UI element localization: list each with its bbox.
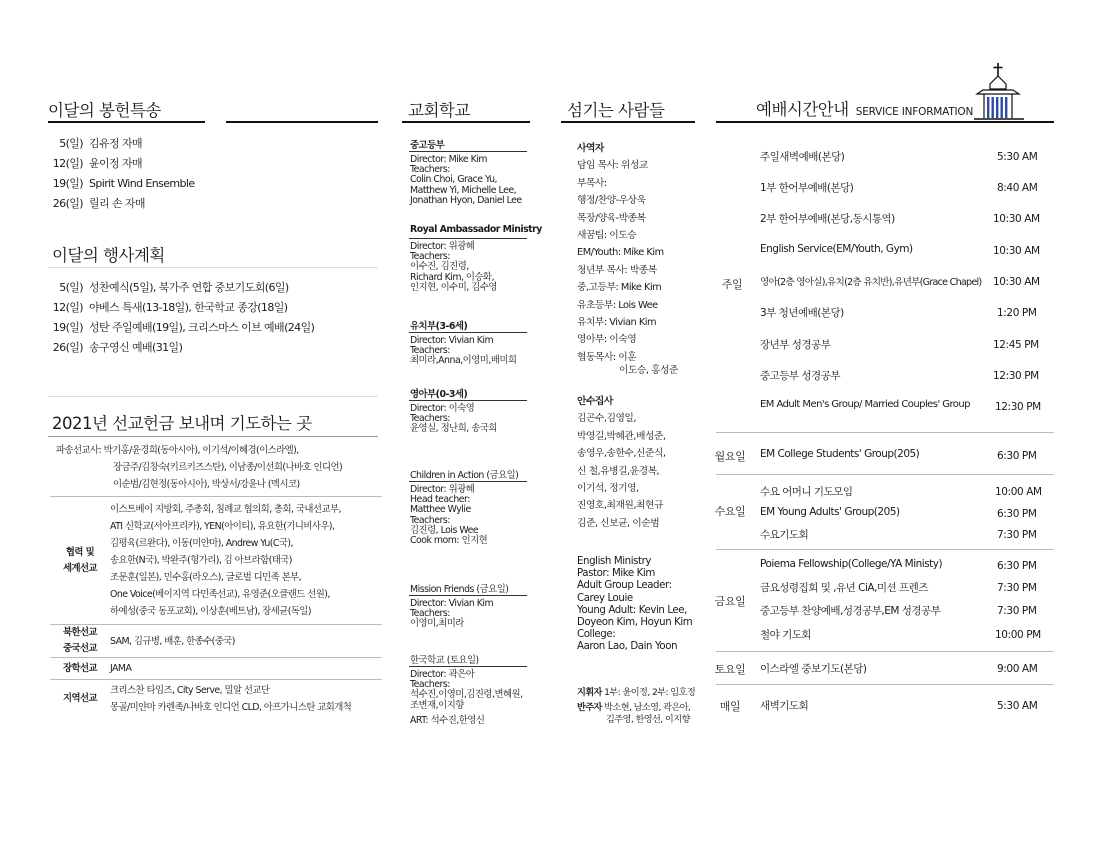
missions-dispatched: 파송선교사: 박기홍/윤경희(동아시아), 이기석/이혜경(이스라엘), 장금주/김창숙(키르키즈스탄), 이남종/이선희(나바호 인디언) 이순범/김현정(동아시아), 박상서/강윤나 (멕시코)	[50, 440, 382, 497]
service-name: 2부 한어부예배(본당,동시통역)	[760, 213, 895, 225]
school-group: Royal Ambassador Ministry	[410, 224, 542, 235]
conductor: 지휘자 1부: 윤이정, 2부: 임호정	[577, 687, 696, 698]
service-time: 6:30 PM	[997, 560, 1037, 572]
service-time: 10:00 AM	[995, 486, 1042, 498]
servants-divider	[561, 121, 695, 123]
service-name: 장년부 성경공부	[760, 339, 831, 351]
service-time: 10:30 AM	[993, 276, 1040, 288]
list-item: 19(일) Spirit Wind Ensemble	[52, 177, 195, 190]
service-time: 12:30 PM	[993, 370, 1039, 382]
service-time: 5:30 AM	[997, 700, 1038, 712]
school-group: 한국학교 (토요일)	[410, 655, 479, 666]
services-header	[756, 96, 973, 120]
missions-title-divider	[48, 436, 378, 437]
service-time: 6:30 PM	[997, 450, 1037, 462]
missions-top-divider	[48, 396, 378, 397]
school-group-lines: Director: 위광혜 Teachers: 이수진, 김진령, Richard Kim, 이승화, 인지현, 이수미, 김수영	[410, 241, 497, 293]
school-divider	[402, 121, 530, 123]
list-item: 5(일) 김유정 자매	[59, 137, 143, 150]
service-time: 10:30 AM	[993, 245, 1040, 257]
school-group: 영아부(0-3세)	[410, 389, 468, 400]
service-name: English Service(EM/Youth, Gym)	[760, 243, 913, 255]
events-title: 이달의 행사계획	[52, 246, 165, 265]
offerings-list	[48, 134, 195, 214]
service-time: 8:40 AM	[997, 182, 1038, 194]
list-item: 12(일) 야베스 특새(13-18일), 한국학교 종강(18일)	[52, 301, 288, 314]
services-divider	[716, 121, 1054, 123]
missions-section: 협력 및 세계선교 이스트베이 지방회, 주총회, 침례교 협의회, 총회, 국내선교부, ATI 신학교(서아프리카), YEN(아이티), 유요한(기니비사우), 김평육(르완다), 이동(미얀마), Andrew Yu(C국), 송요한(N국), 박완주(헝가리), 김 아브라함(태국) 조문훈(일본), 민수홍(라오스), 글로벌 디민족 본부, One Voice(베이지역 다민족선교), 유영준(오클랜드 선원), 하예성(중국 동포교회), 이상훈(베트남), 장세균(독일)	[50, 497, 382, 625]
service-name: 이스라엘 중보기도(본당)	[760, 663, 867, 675]
church-icon	[974, 62, 1024, 120]
offerings-divider	[48, 121, 205, 123]
day-label: 월요일	[714, 450, 746, 463]
events-divider	[48, 267, 378, 268]
day-label: 주일	[721, 278, 743, 291]
list-item: 26(일) 송구영신 예배(31일)	[52, 341, 183, 354]
service-name: 수요 어머니 기도모임	[760, 486, 853, 498]
service-time: 1:20 PM	[997, 307, 1037, 319]
service-time: 7:30 PM	[997, 605, 1037, 617]
missions-title: 2021년 선교헌금 보내며 기도하는 곳	[52, 414, 312, 433]
day-label: 매일	[719, 700, 741, 713]
service-name: 금요성령집회 및 ,유년 CiA,미션 프렌즈	[760, 582, 928, 594]
list-item: 26(일) 릴리 손 자매	[52, 197, 145, 210]
service-name: Poiema Fellowship(College/YA Ministy)	[760, 558, 943, 570]
service-time: 5:30 AM	[997, 151, 1038, 163]
servants-deacons: 안수집사 김곤수,김영일, 박영길,박혜관,배성준, 송영우,송한수,신준식, 신 철,유병길,윤경복, 이기석, 정기영, 진영호,최재원,최현규 김준, 신보균, 이순범	[577, 396, 666, 529]
servants-title: 섬기는 사람들	[567, 101, 665, 120]
service-name: 중고등부 성경공부	[760, 370, 840, 382]
service-time: 10:30 AM	[993, 213, 1040, 225]
accompanist: 반주자 박소현, 남소영, 곽은아, 김주영, 한영선, 이지향	[577, 702, 691, 725]
service-time: 10:00 PM	[995, 629, 1041, 641]
servants-staff: 사역자 담임 목사: 위성교 부목사: 행정/찬양-우상욱 목장/양육-박종복 새꿈팀: 이도승 EM/Youth: Mike Kim 청년부 목사: 박종복 중,고등부: Mike Kim 유초등부: Lois Wee 유치부: Vivian Kim 영아부: 이숙영 협동목사: 이훈 이도승, 홍성준	[577, 143, 679, 376]
school-group-lines: Director: Mike Kim Teachers: Colin Choi, Grace Yu, Matthew Yi, Michelle Lee, Jonathan Hyon, Daniel Lee	[410, 154, 522, 206]
day-label: 토요일	[714, 663, 746, 676]
school-group-lines: Director: Vivian Kim Teachers: 최미라,Anna,이영미,배미희	[410, 335, 517, 367]
list-item: 19(일) 성탄 주일예배(19일), 크리스마스 이브 예배(24일)	[52, 321, 315, 334]
school-group: 중고등부	[410, 140, 445, 151]
school-group-lines: Director: 곽은아 Teachers: 석수진,이영미,김진령,변혜원, 조변재,이지향 ART: 석수진,한영신	[410, 669, 523, 726]
missions-section: 지역선교 크리스찬 타임즈, City Serve, 밀알 선교단 몽골/미얀마 카렌족/나바호 인디언 CLD, 아프가니스탄 교회개척	[62, 685, 352, 713]
service-time: 7:30 PM	[997, 529, 1037, 541]
english-ministry: English Ministry Pastor: Mike Kim Adult Group Leader: Carey Louie Young Adult: Kevin Lee, Doyeon Kim, Hoyun Kim College: Aaron Lao, Dain Yoon	[577, 556, 693, 653]
service-name: EM Adult Men's Group/ Married Couples' Group	[760, 399, 970, 410]
school-group: 유치부(3-6세)	[410, 321, 468, 332]
service-name: 중고등부 찬양예배,성경공부,EM 성경공부	[760, 605, 941, 617]
service-name: EM College Students' Group(205)	[760, 448, 920, 460]
service-name: 3부 청년예배(본당)	[760, 307, 844, 319]
school-group: Children in Action (금요일)	[410, 470, 519, 481]
school-title: 교회학교	[408, 101, 470, 120]
service-time: 12:30 PM	[995, 401, 1041, 413]
service-name: 수요기도회	[760, 529, 809, 541]
service-time: 7:30 PM	[997, 582, 1037, 594]
service-name: 영아(2층 영아실),유치(2층 유치반),유년부(Grace Chapel)	[760, 277, 982, 288]
service-time: 9:00 AM	[997, 663, 1038, 675]
events-list	[48, 278, 314, 358]
list-item: 12(일) 윤이정 자매	[52, 157, 143, 170]
service-name: 새벽기도회	[760, 700, 809, 712]
service-name: 철야 기도회	[760, 629, 812, 641]
service-name: EM Young Adults' Group(205)	[760, 506, 900, 518]
school-group-lines: Director: Vivian Kim Teachers: 이영미,최미라	[410, 598, 494, 630]
offerings-title: 이달의 봉헌특송	[48, 101, 161, 120]
day-label: 금요일	[714, 595, 746, 608]
missions-table	[50, 440, 382, 718]
services-subtitle: SERVICE INFORMATION	[855, 106, 974, 118]
offerings-divider-right	[226, 121, 378, 123]
school-group: Mission Friends (금요일)	[410, 584, 509, 595]
services-title: 예배시간안내	[756, 100, 849, 119]
service-name: 주일새벽예배(본당)	[760, 151, 845, 163]
day-label: 수요일	[714, 505, 746, 518]
service-time: 6:30 PM	[997, 508, 1037, 520]
service-time: 12:45 PM	[993, 339, 1039, 351]
missions-section: 장학선교 JAMA	[50, 658, 382, 680]
school-group-lines: Director: 이숙영 Teachers: 윤영실, 정난희, 송국희	[410, 403, 497, 435]
school-group-lines: Director: 위광혜 Head teacher: Matthee Wylie Teachers: 김진령, Lois Wee Cook mom: 인지현	[410, 484, 488, 547]
list-item: 5(일) 성찬예식(5일), 북가주 연합 중보기도회(6일)	[59, 281, 289, 294]
missions-section: 북한선교 중국선교 SAM, 김규병, 배훈, 한종수(중국)	[50, 625, 382, 658]
service-name: 1부 한어부예배(본당)	[760, 182, 854, 194]
